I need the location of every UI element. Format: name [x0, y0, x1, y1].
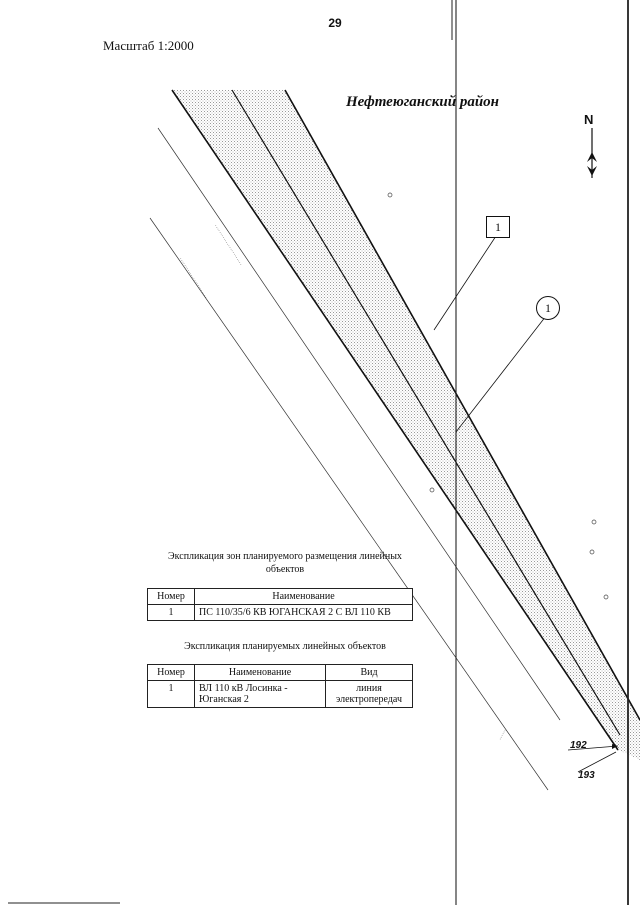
table2-header-number: Номер: [148, 665, 195, 681]
page-number: 29: [328, 16, 342, 30]
point-label-192: 192: [570, 740, 587, 751]
table-row: [148, 605, 413, 621]
object-marker-circle: 1: [536, 296, 560, 320]
table1-cell-number: 1: [148, 605, 195, 621]
table-row: [148, 681, 413, 708]
planned-zone-corridor: [172, 90, 640, 760]
svg-text:……………………: ……………………: [178, 255, 210, 300]
table1-header-name: Наименование: [195, 589, 413, 605]
table2-cell-number: 1: [148, 681, 195, 708]
point-label-193: 193: [578, 770, 595, 781]
table2-cell-type: линия электропередач: [326, 681, 413, 708]
leader-line-square: [434, 236, 496, 330]
zone-marker-square: 1: [486, 216, 510, 238]
svg-text:……………………: ……………………: [213, 222, 245, 267]
table1-cell-name: ПС 110/35/6 КВ ЮГАНСКАЯ 2 С ВЛ 110 КВ: [195, 605, 413, 621]
table1-caption: Экспликация зон планируемого размещения линейных объектов: [168, 551, 402, 575]
svg-text:……: ……: [496, 727, 508, 741]
table2: [147, 664, 413, 708]
north-label: N: [584, 112, 594, 127]
district-label: Нефтеюганский район: [346, 94, 499, 110]
leader-line-circle: [456, 316, 546, 432]
table2-header-name: Наименование: [195, 665, 326, 681]
table1-header-number: Номер: [148, 589, 195, 605]
table2-cell-name: ВЛ 110 кВ Лосинка - Юганская 2: [195, 681, 326, 708]
corridor-boundary-right: [285, 90, 640, 720]
scale-label: Масштаб 1:2000: [103, 38, 194, 53]
table2-caption: Экспликация планируемых линейных объектов: [184, 641, 386, 652]
table1: [147, 588, 413, 621]
corridor-centerline: [232, 90, 620, 735]
north-arrow-icon: [587, 128, 597, 178]
table2-header-type: Вид: [326, 665, 413, 681]
